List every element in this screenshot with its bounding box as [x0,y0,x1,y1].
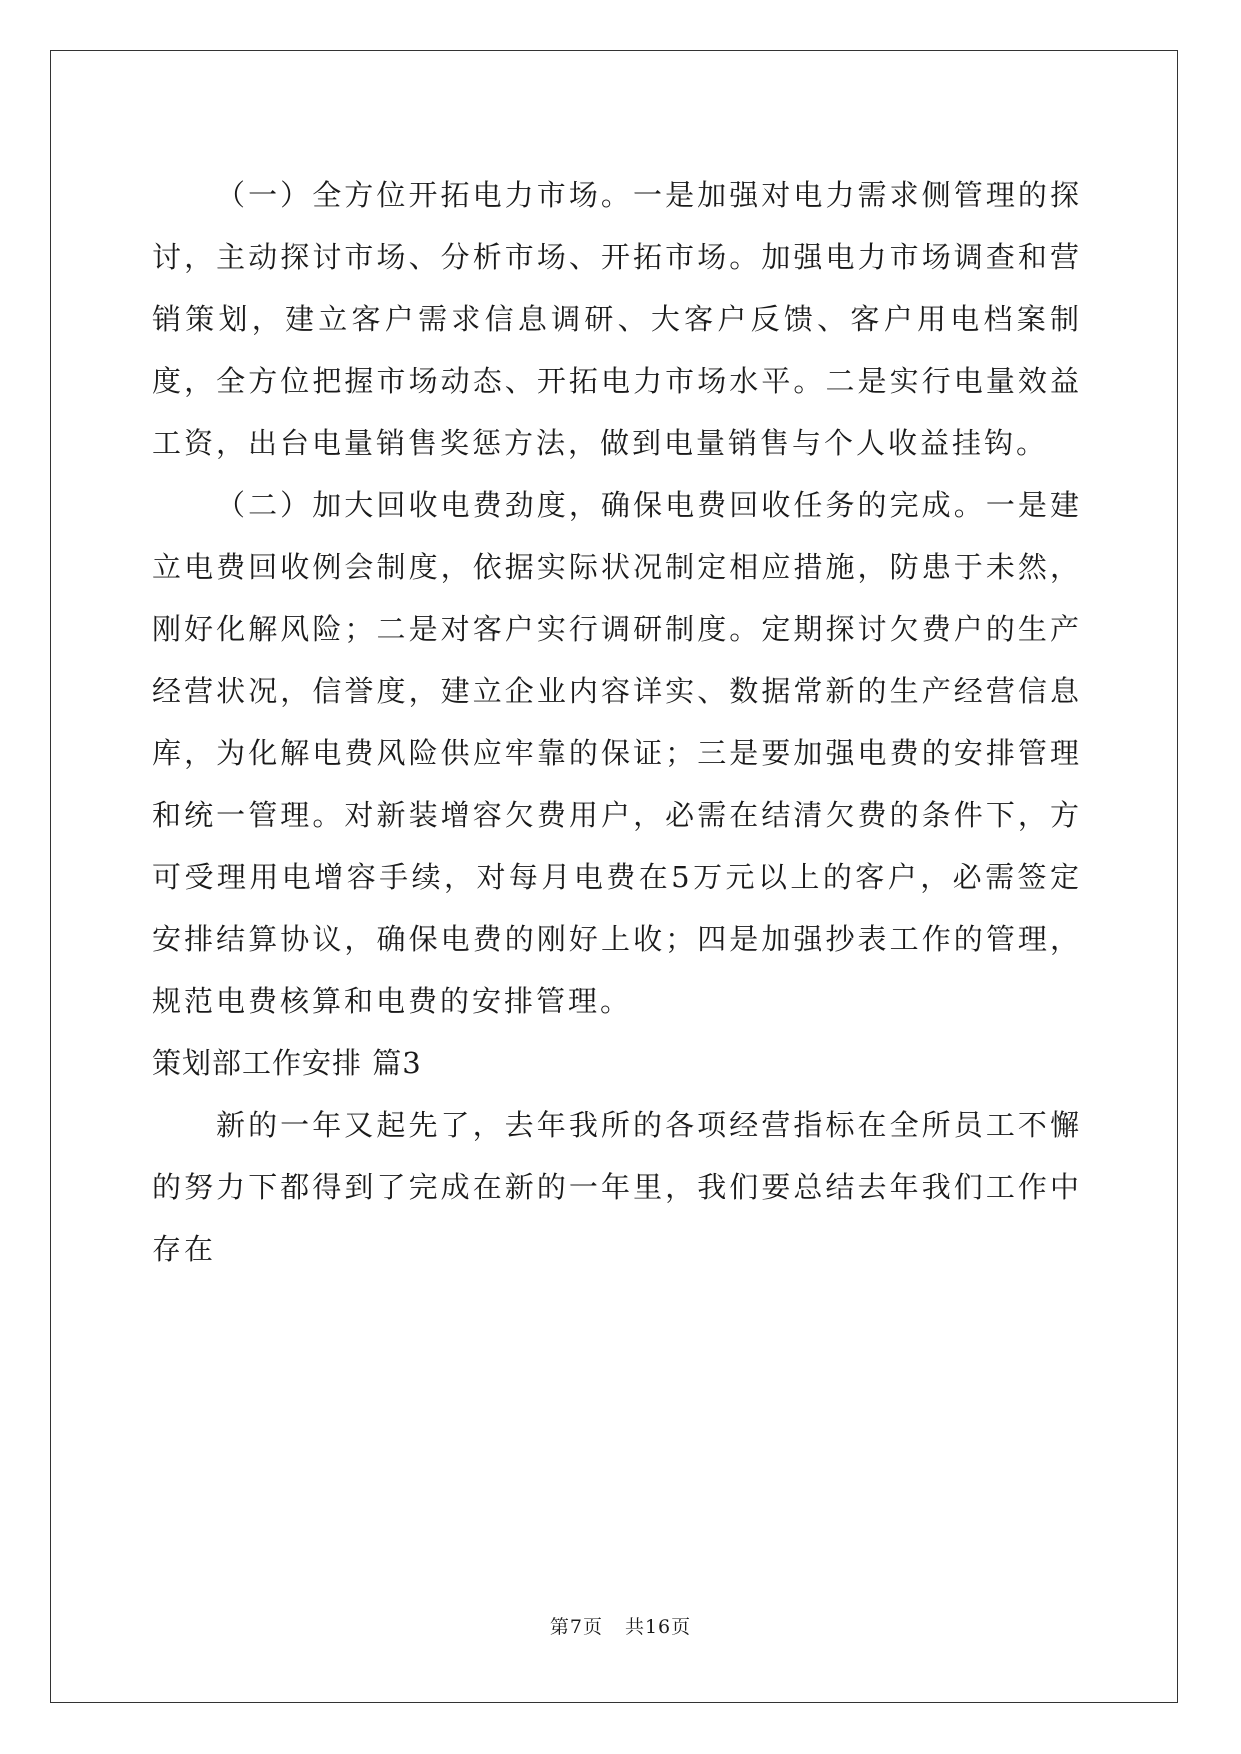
page-number: 第7页 [549,1616,603,1638]
paragraph-new-year: 新的一年又起先了，去年我所的各项经营指标在全所员工不懈的努力下都得到了完成在新的一年里，我们要总结去年我们工作中存在 [152,1108,1082,1266]
page-footer [0,1612,1241,1639]
paragraph-market-expansion: （一）全方位开拓电力市场。一是加强对电力需求侧管理的探讨，主动探讨市场、分析市场、开拓市场。加强电力市场调查和营销策划，建立客户需求信息调研、大客户反馈、客户用电档案制度，全方位把握市场动态、开拓电力市场水平。二是实行电量效益工资，出台电量销售奖惩方法，做到电量销售与个人收益挂钩。 [152,178,1082,460]
paragraph-fee-collection: （二）加大回收电费劲度，确保电费回收任务的完成。一是建立电费回收例会制度，依据实际状况制定相应措施，防患于未然，刚好化解风险；二是对客户实行调研制度。定期探讨欠费户的生产经营状况，信誉度，建立企业内容详实、数据常新的生产经营信息库，为化解电费风险供应牢靠的保证；三是要加强电费的安排管理和统一管理。对新装增容欠费用户，必需在结清欠费的条件下，方可受理用电增容手续，对每月电费在5万元以上的客户，必需签定安排结算协议，确保电费的刚好上收；四是加强抄表工作的管理，规范电费核算和电费的安排管理。 [152,488,1082,1018]
document-body [152,164,1082,1280]
total-pages: 共16页 [624,1616,692,1638]
section-heading: 策划部工作安排 篇3 [152,1046,422,1080]
